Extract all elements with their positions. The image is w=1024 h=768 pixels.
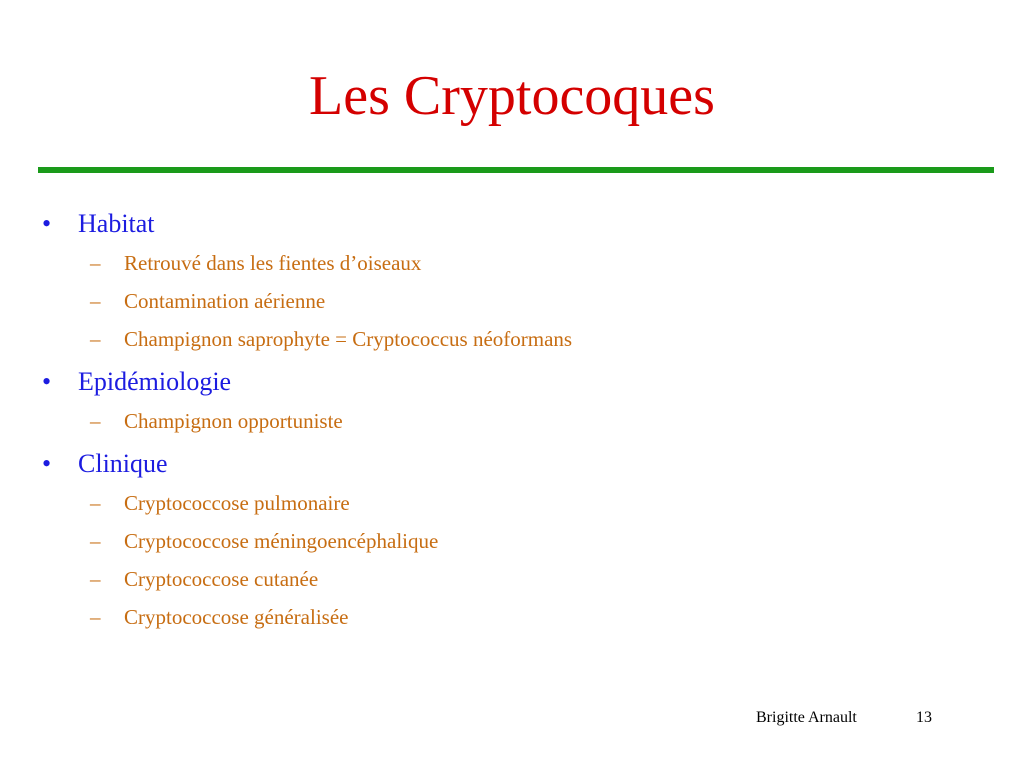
bullet-heading: Clinique	[78, 449, 168, 478]
bullet-clinique	[42, 444, 982, 484]
title-divider	[38, 167, 994, 173]
sub-bullet-text: Cryptococcose généralisée	[124, 605, 349, 629]
sub-bullet-text: Champignon opportuniste	[124, 409, 343, 433]
sub-bullet	[42, 282, 982, 320]
sub-bullet-marker: –	[90, 327, 101, 351]
sub-bullet-marker: –	[90, 529, 101, 553]
bullet-marker: •	[42, 367, 52, 396]
sub-bullet	[42, 522, 982, 560]
sub-bullet-marker: –	[90, 605, 101, 629]
sub-bullet-marker: –	[90, 409, 101, 433]
sub-bullet-text: Contamination aérienne	[124, 289, 326, 313]
slide-content	[42, 200, 982, 636]
sub-bullet-text: Cryptococcose cutanée	[124, 567, 319, 591]
bullet-marker: •	[42, 449, 52, 478]
sub-bullet-marker: –	[90, 491, 101, 515]
sub-bullet-text: Retrouvé dans les fientes d’oiseaux	[124, 251, 422, 275]
sub-bullet	[42, 320, 982, 358]
slide-title: Les Cryptocoques	[309, 65, 715, 127]
sub-bullet	[42, 244, 982, 282]
page-number: 13	[916, 709, 932, 726]
sub-bullet-text: Cryptococcose pulmonaire	[124, 491, 350, 515]
sub-bullet-marker: –	[90, 567, 101, 591]
bullet-habitat	[42, 204, 982, 244]
sub-bullet-marker: –	[90, 289, 101, 313]
bullet-epidemiologie	[42, 362, 982, 402]
sub-bullet	[42, 598, 982, 636]
sub-bullet	[42, 402, 982, 440]
sub-bullet-text: Cryptococcose méningoencéphalique	[124, 529, 439, 553]
bullet-heading: Epidémiologie	[78, 367, 232, 396]
sub-bullet-marker: –	[90, 251, 101, 275]
footer-author: Brigitte Arnault	[756, 709, 857, 726]
bullet-heading: Habitat	[78, 209, 155, 238]
sub-bullet	[42, 560, 982, 598]
sub-bullet	[42, 484, 982, 522]
bullet-marker: •	[42, 209, 52, 238]
sub-bullet-text: Champignon saprophyte = Cryptococcus néoformans	[124, 327, 573, 351]
